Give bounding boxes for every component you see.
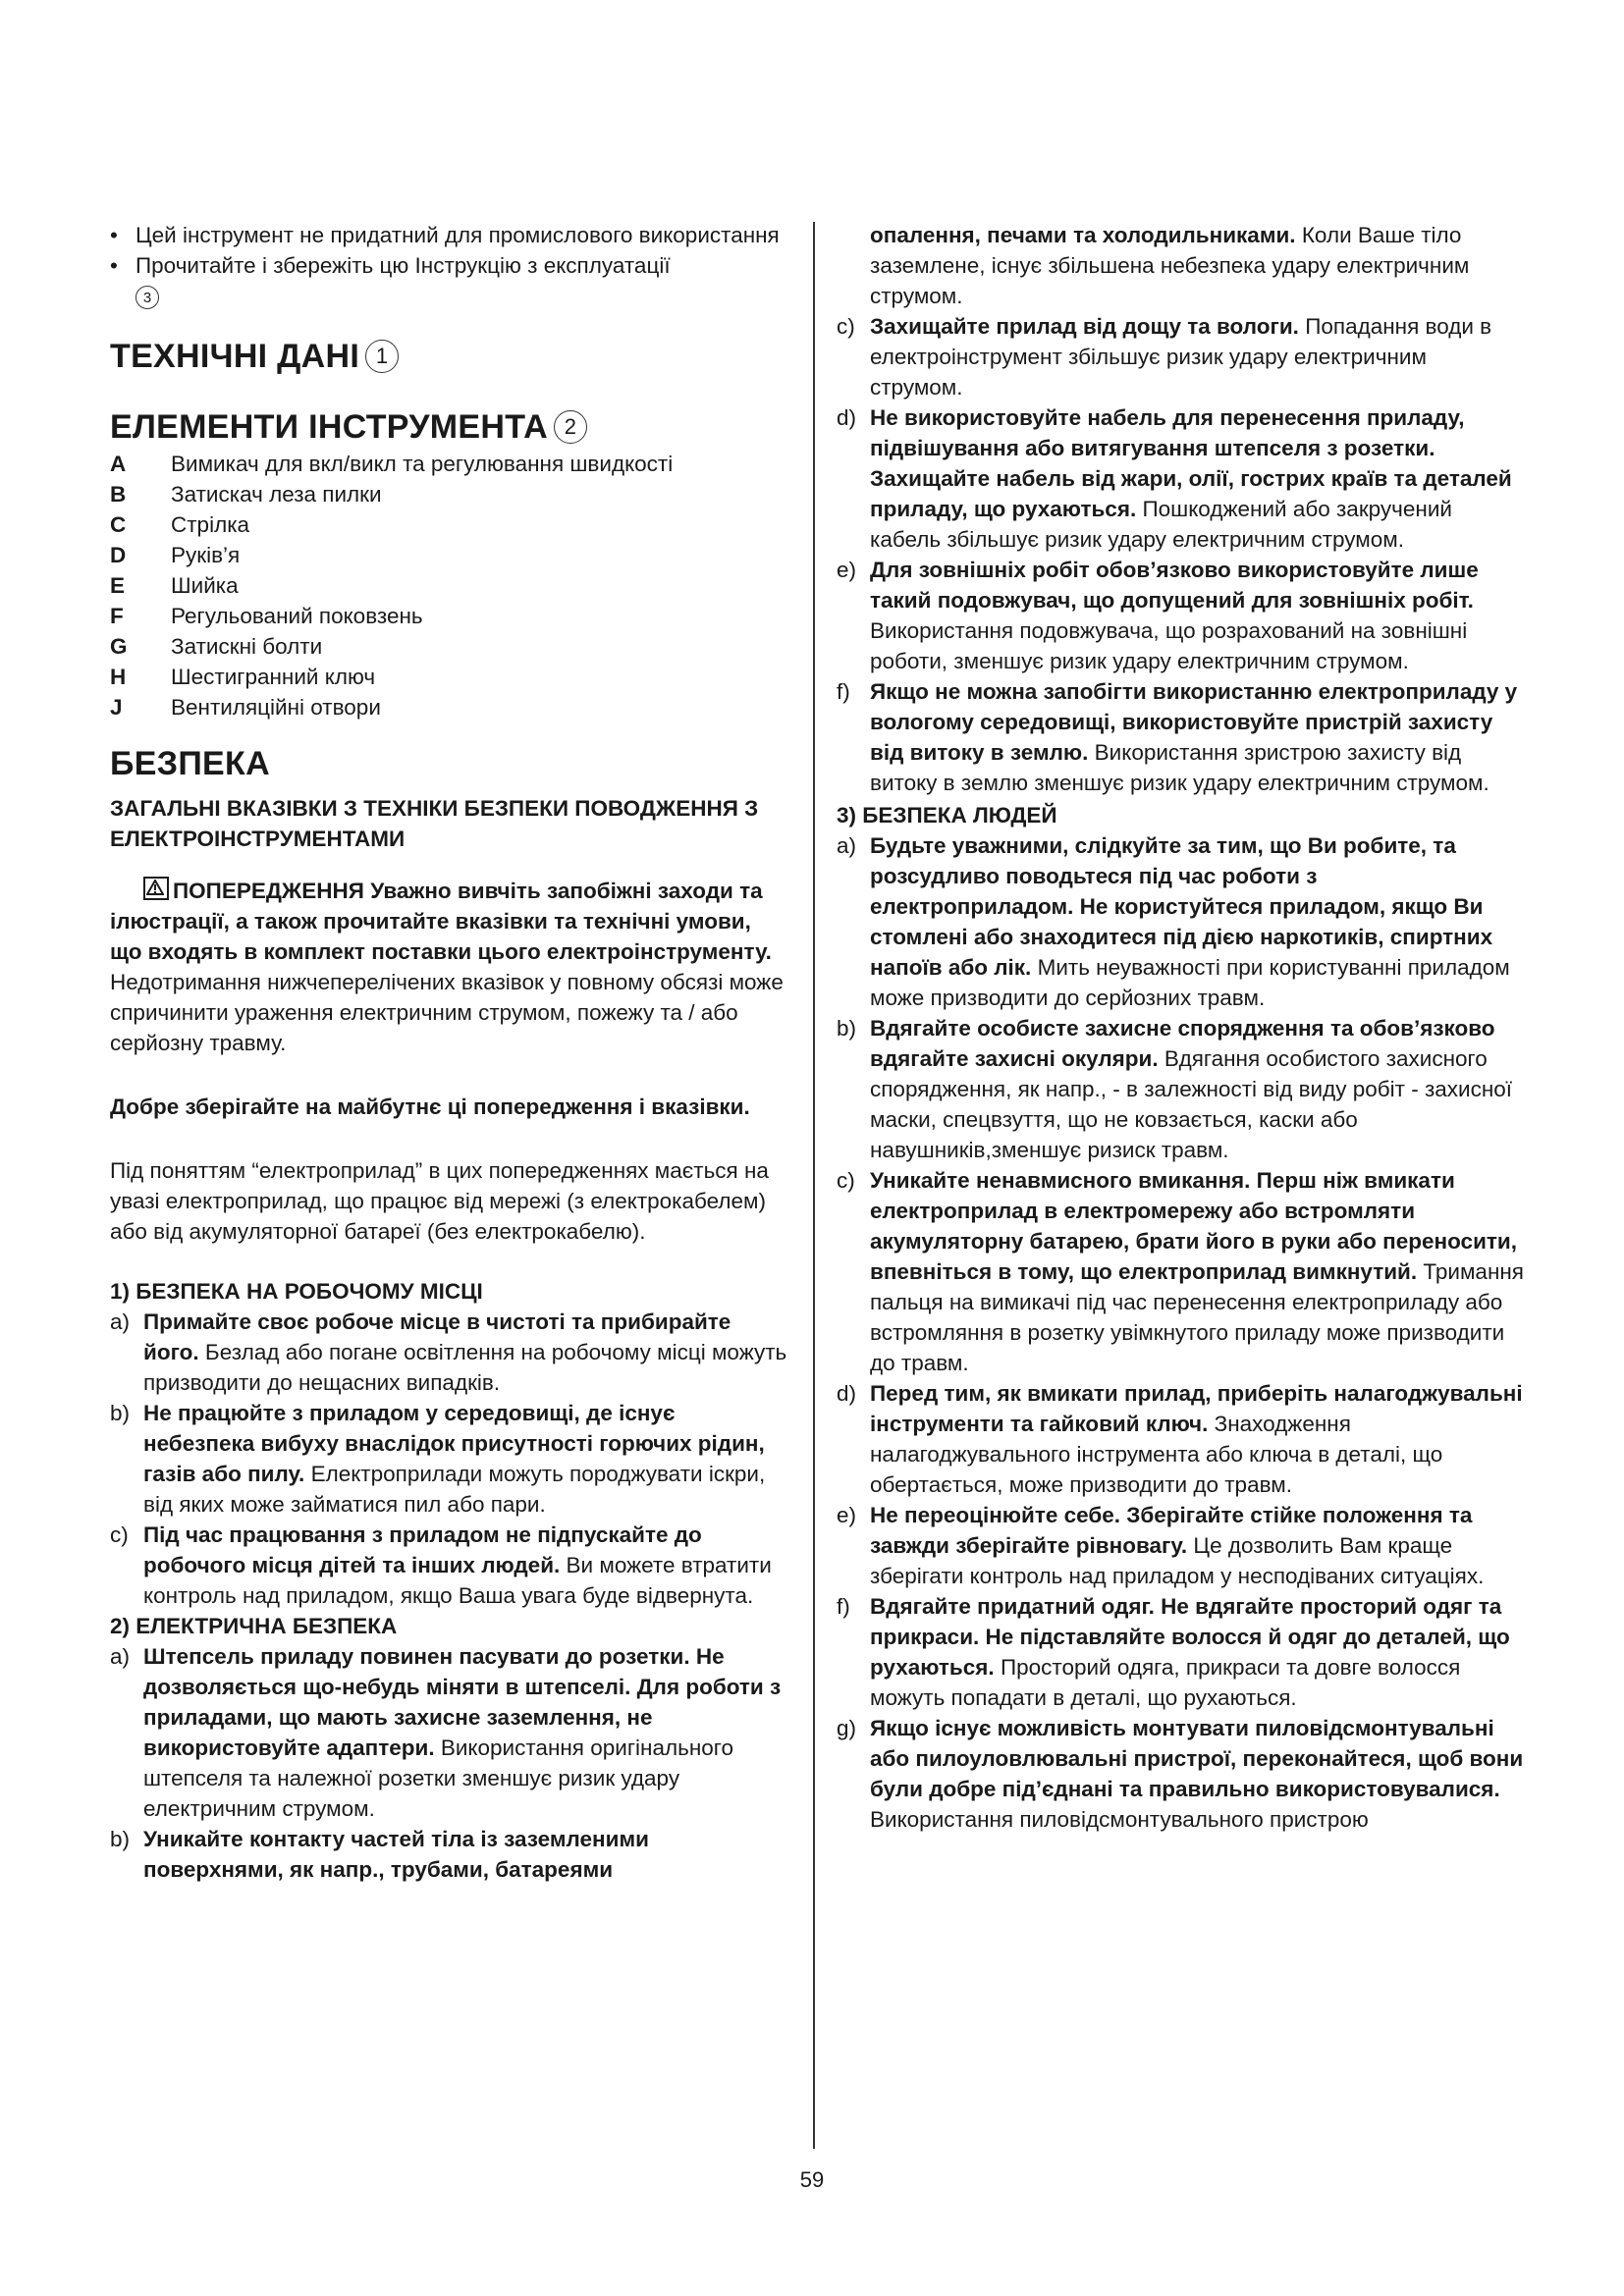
item-label: d) <box>837 1381 857 1406</box>
column-divider <box>813 222 815 2149</box>
item-normal-text: Знаходження налагоджувального інструмента або ключа в деталі, що обертається, може призводити до травм. <box>870 1412 1443 1497</box>
item-label: b) <box>110 1827 131 1851</box>
item-body <box>870 1378 1524 1500</box>
item-bold-text: Якщо існує можливість монтувати пиловідсмонтувальні або пилоуловлювальні пристрої, переконайтеся, щоб вони були добре під’єднані та правильно використовувалися. <box>870 1716 1524 1801</box>
list-item <box>110 1824 787 1885</box>
list-item <box>837 676 1524 798</box>
item-label: b) <box>110 1401 131 1425</box>
warning-normal-text: Недотримання нижчеперелічених вказівок у повному обсязі може спричинити ураження електричним струмом, пожежу та / або серйозну травму. <box>110 970 784 1055</box>
element-row <box>110 601 787 631</box>
people-items <box>837 830 1524 1835</box>
item-bold-text: Не переоцінюйте себе. Зберігайте стійке положення та завжди зберігайте рівновагу. <box>870 1503 1473 1558</box>
element-text: Вентиляційні отвори <box>171 695 381 720</box>
item-normal-text: Використання пиловідсмонтувального пристрою <box>870 1807 1369 1832</box>
item-bold-text: Не працюйте з приладом у середовищі, де існує небезпека вибуху внаслідок присутності горючих рідин, газів або пилу. <box>143 1401 765 1486</box>
element-letter: J <box>110 695 123 720</box>
item-bold-text: Будьте уважними, слідкуйте за тим, що Ви робите, та розсудливо поводьтеся під час роботи з електроприладом. Не користуйтеся приладом, якщо Ви стомлені або знаходитеся під дією наркотиків, спиртних напоїв або лік. <box>870 833 1493 980</box>
item-body <box>870 402 1524 555</box>
intro-bullet: • Цей інструмент не придатний для промислового використання <box>110 220 787 250</box>
item-normal-text: Просторий одяга, прикраси та довге волосся можуть попадати в деталі, що рухаються. <box>870 1655 1461 1710</box>
item-bold-text: Уникайте контакту частей тіла із заземленими поверхнями, як напр., трубами, батареями <box>143 1827 649 1882</box>
element-letter: E <box>110 573 126 598</box>
list-item <box>837 1591 1524 1713</box>
element-letter: A <box>110 452 127 476</box>
item-normal-text: Безлад або погане освітлення на робочому місці можуть призводити до нещасних випадків. <box>143 1340 787 1395</box>
item-bold-text: Вдягайте придатний одяг. Не вдягайте просторий одяг та прикраси. Не підставляйте волосся й одяг до деталей, що рухаються. <box>870 1594 1510 1680</box>
keep-instructions-note: Добре зберігайте на майбутнє ці попередження і вказівки. <box>110 1095 750 1119</box>
left-sections <box>110 1276 787 1885</box>
people-safety-heading: 3) БЕЗПЕКА ЛЮДЕЙ <box>837 803 1057 828</box>
item-body <box>870 1013 1524 1165</box>
item-body <box>870 555 1524 676</box>
item-label: f) <box>837 679 850 704</box>
item-label: a) <box>110 1644 131 1669</box>
element-text: Вимикач для вкл/викл та регулювання швидкості <box>171 452 674 476</box>
item-body <box>870 1165 1524 1378</box>
figure-ref-badge: 3 <box>135 286 159 309</box>
item-body <box>143 1398 787 1520</box>
item-body <box>143 1307 787 1398</box>
warning-bold-text: Уважно вивчіть запобіжні заходи та ілюстрації, а також прочитайте вказівки та технічні умови, що входять в комплект поставки цього електроінструменту. <box>110 879 772 964</box>
item-label: c) <box>837 314 855 339</box>
element-row <box>110 570 787 601</box>
item-label: e) <box>837 558 857 582</box>
item-bold-text: Якщо не можна запобігти використанню електроприладу у вологому середовищі, використовуйте пристрій захисту від витоку в землю. <box>870 679 1518 765</box>
list-item <box>110 1398 787 1520</box>
item-bold-text: Уникайте ненавмисного вмикання. Перш ніж вмикати електроприлад в електромережу або встромляти акумуляторну батарею, брати його в руки або переносити, впевніться в тому, що електроприлад вимкнутий. <box>870 1168 1518 1284</box>
item-body <box>870 676 1524 798</box>
tech-data-title: ТЕХНІЧНІ ДАНІ <box>110 338 360 375</box>
item-normal-text: Мить неуважності при користуванні приладом може призводити до серйозних травм. <box>870 955 1510 1010</box>
list-item <box>837 1713 1524 1835</box>
item-bold-text: Штепсель приладу повинен пасувати до розетки. Не дозволяється що-небудь міняти в штепселі. Для роботи з приладами, що мають захисне заземлення, не використовуйте адаптери. <box>143 1644 782 1760</box>
item-body <box>870 1713 1524 1835</box>
elements-title: ЕЛЕМЕНТИ ІНСТРУМЕНТА <box>110 408 549 446</box>
element-row <box>110 662 787 692</box>
element-row <box>110 692 787 722</box>
item-bold-text: Примайте своє робоче місце в чистоті та прибирайте його. <box>143 1309 731 1364</box>
left-column <box>110 220 787 1885</box>
element-row <box>110 631 787 662</box>
element-row <box>110 479 787 509</box>
continuation-normal-text: Коли Ваше тіло заземлене, існує збільшена небезпека удару електричним струмом. <box>870 223 1470 308</box>
list-item <box>110 1641 787 1824</box>
item-normal-text: Ви можете втратити контроль над приладом, якщо Ваша увага буде відвернута. <box>143 1553 772 1608</box>
item-normal-text: Використання зристрою захисту від витоку в землю зменшує ризик удару електричним струмом. <box>870 740 1489 795</box>
section-heading: 2) ЕЛЕКТРИЧНА БЕЗПЕКА <box>110 1614 398 1638</box>
item-bold-text: Під час працювання з приладом не підпускайте до робочого місця дітей та інших людей. <box>143 1522 702 1577</box>
item-label: c) <box>837 1168 855 1193</box>
right-column <box>837 220 1524 1835</box>
item-body <box>870 830 1524 1013</box>
item-label: g) <box>837 1716 857 1740</box>
item-normal-text: Електроприлади можуть породжувати іскри, від яких може займатися пил або пари. <box>143 1462 766 1517</box>
item-normal-text: Пошкоджений або закручений кабель збільшує ризик удару електричним струмом. <box>870 497 1452 552</box>
intro-bullet-text: Цей інструмент не придатний для промислового використання <box>135 223 780 247</box>
item-body <box>870 1500 1524 1591</box>
tech-data-heading <box>110 335 787 378</box>
continuation-paragraph <box>837 220 1524 311</box>
intro-bullet-text: Прочитайте і збережіть цю Інструкцію з експлуатації <box>135 253 671 278</box>
list-item <box>837 1500 1524 1591</box>
figure-ref-badge: 1 <box>365 340 399 373</box>
item-label: c) <box>110 1522 129 1547</box>
item-body <box>143 1641 787 1824</box>
item-body <box>870 1591 1524 1713</box>
element-row <box>110 509 787 540</box>
safety-heading: БЕЗПЕКА <box>110 745 270 782</box>
item-label: e) <box>837 1503 857 1527</box>
list-item <box>110 1520 787 1611</box>
electrical-items <box>837 311 1524 798</box>
list-item <box>837 555 1524 676</box>
element-text: Шестигранний ключ <box>171 665 376 689</box>
list-item <box>837 1165 1524 1378</box>
list-item <box>837 311 1524 402</box>
element-row <box>110 540 787 570</box>
item-bold-text: Вдягайте особисте захисне спорядження та обов’язково вдягайте захисні окуляри. <box>870 1016 1495 1071</box>
list-item <box>837 1378 1524 1500</box>
item-label: f) <box>837 1594 850 1619</box>
item-normal-text: Це дозволить Вам краще зберігати контроль над приладом у несподіваних ситуаціях. <box>870 1533 1485 1588</box>
list-item <box>837 402 1524 555</box>
item-body <box>870 311 1524 402</box>
item-bold-text: Для зовнішніх робіт обов’язково використовуйте лише такий подовжувач, що допущений для зовнішніх робіт. <box>870 558 1479 613</box>
warning-triangle-icon <box>143 877 169 900</box>
item-label: b) <box>837 1016 857 1041</box>
item-body <box>143 1520 787 1611</box>
item-normal-text: Використання подовжувача, що розрахований на зовнішні роботи, зменшує ризик удару електричним струмом. <box>870 618 1468 673</box>
element-text: Регульований поковзень <box>171 604 423 628</box>
element-text: Стрілка <box>171 512 250 537</box>
elements-heading <box>110 405 787 449</box>
element-text: Затискач леза пилки <box>171 482 382 507</box>
element-letter: D <box>110 543 127 567</box>
page-number: 59 <box>799 2167 825 2192</box>
figure-ref-badge: 2 <box>554 410 587 444</box>
element-letter: G <box>110 634 128 659</box>
item-label: a) <box>110 1309 131 1334</box>
section-heading: 1) БЕЗПЕКА НА РОБОЧОМУ МІСЦІ <box>110 1279 483 1304</box>
item-normal-text: Вдягання особистого захисного спорядження, як напр., - в залежності від виду робіт - захисної маски, спецвзуття, що не ковзається, каски або навушників,зменшує ризиск травм. <box>870 1046 1513 1162</box>
list-item <box>837 830 1524 1013</box>
element-text: Затискні болти <box>171 634 323 659</box>
element-letter: B <box>110 482 127 507</box>
definition-paragraph: Під поняттям “електроприлад” в цих попередженнях мається на увазі електроприлад, що працює від мережі (з електрокабелем) або від акумуляторної батареї (без електрокабелю). <box>110 1158 769 1244</box>
list-item <box>110 1307 787 1398</box>
list-item <box>837 1013 1524 1165</box>
item-label: a) <box>837 833 857 858</box>
item-normal-text: Тримання пальця на вимикачі під час перенесення електроприладу або встромляння в розетку увімкнутого приладу може призводити до травм. <box>870 1259 1524 1375</box>
elements-list <box>110 449 787 722</box>
warning-paragraph <box>110 876 787 1058</box>
item-normal-text: Використання оригінального штепселя та належної розетки зменшує ризик удару електричним струмом. <box>143 1735 733 1821</box>
item-bold-text: Не використовуйте набель для перенесення приладу, підвішування або витягування штепселя з розетки. Захищайте набель від жари, олії, гострих країв та деталей приладу, що рухаються. <box>870 405 1512 521</box>
element-text: Шийка <box>171 573 239 598</box>
continuation-bold-text: опалення, печами та холодильниками. <box>870 223 1296 247</box>
item-bold-text: Перед тим, як вмикати прилад, приберіть налагоджувальні інструменти та гайковий ключ. <box>870 1381 1523 1436</box>
safety-subtitle: ЗАГАЛЬНІ ВКАЗІВКИ З ТЕХНІКИ БЕЗПЕКИ ПОВОДЖЕННЯ З ЕЛЕКТРОІНСТРУМЕНТАМИ <box>110 796 759 851</box>
intro-bullet: • Прочитайте і збережіть цю Інструкцію з експлуатації 3 <box>110 250 787 311</box>
element-letter: F <box>110 604 124 628</box>
element-row <box>110 449 787 479</box>
warning-label: ПОПЕРЕДЖЕННЯ <box>173 879 364 903</box>
item-normal-text: Попадання води в електроінструмент збільшує ризик удару електричним струмом. <box>870 314 1492 400</box>
item-bold-text: Захищайте прилад від дощу та вологи. <box>870 314 1299 339</box>
element-letter: C <box>110 512 127 537</box>
element-text: Руків’я <box>171 543 241 567</box>
element-letter: H <box>110 665 127 689</box>
item-label: d) <box>837 405 857 430</box>
item-body <box>143 1824 787 1885</box>
